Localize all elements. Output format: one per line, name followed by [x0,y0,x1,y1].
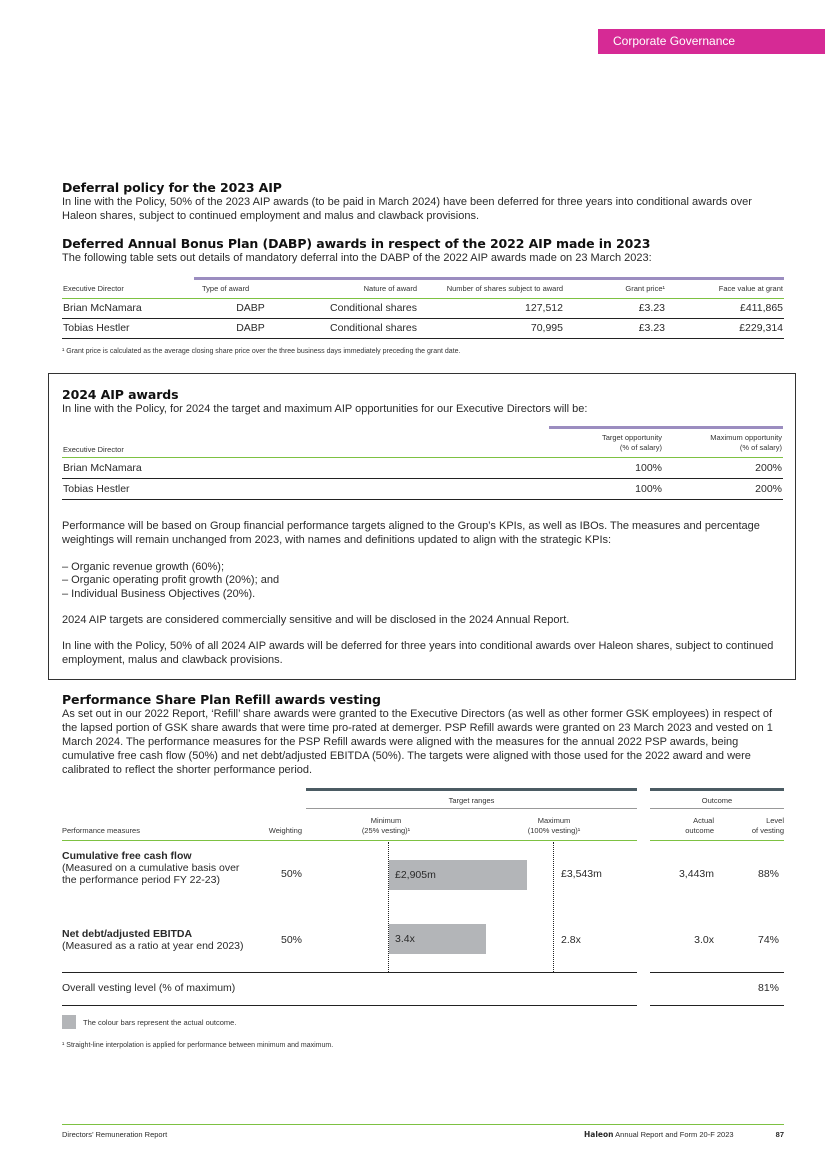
col-header: Executive Director [63,284,124,294]
col-header-line: Actual [693,816,714,825]
measure-name: Cumulative free cash flow [62,850,192,862]
col-header: Type of award [202,284,250,294]
measure-cell [62,928,257,952]
col-header: Grant price¹ [625,284,665,294]
aip-title: 2024 AIP awards [62,387,179,402]
list-item: – Organic revenue growth (60%); [62,560,225,573]
outcome-bar [389,860,527,890]
col-header-line: Level [766,816,784,825]
col-minimum [350,816,422,836]
col-header-target [546,429,663,457]
cell: Conditional shares [330,302,417,314]
header-rule-left [62,840,637,841]
cell: DABP [236,322,265,334]
col-header-line: Maximum [537,816,571,825]
col-performance-measures: Performance measures [62,826,140,835]
cell: Brian McNamara [63,302,142,314]
cell: 70,995 [530,322,563,334]
target-ranges-label: Target ranges [448,796,495,805]
target-sub-rule [306,808,637,809]
overall-rule-right [650,972,784,973]
cell: £411,865 [739,302,783,314]
aip-para3: In line with the Policy, 50% of all 2024 AIP awards will be deferred for three years into conditional awards over Haleon shares, subject to continued employment, malus and clawback provisions. [62,640,774,666]
cell: £3.23 [638,322,665,334]
table-row [62,318,784,338]
aip-para2: 2024 AIP targets are considered commercially sensitive and will be disclosed in the 2024 Annual Report. [62,614,570,626]
cell: 200% [755,461,782,474]
outcome-bar [389,924,486,954]
max-cell: 2.8x [561,934,581,946]
outcome-group-rule [650,788,784,791]
overall-label: Overall vesting level (% of maximum) [62,982,236,994]
actual-cell: 3.0x [694,934,714,946]
psp-table [62,788,784,1058]
cell: 127,512 [525,302,563,314]
col-header-line: Minimum [370,816,402,825]
col-weighting: Weighting [268,826,302,835]
dabp-section [62,236,784,265]
col-header-max [663,429,783,457]
deferral-text: In line with the Policy, 50% of the 2023 AIP awards (to be paid in March 2024) have been deferred for three years into conditional awards over Haleon shares, subject to continued employment and malus and clawback provisions. [62,196,752,222]
aip-bullets [62,561,783,602]
dabp-title: Deferred Annual Bonus Plan (DABP) awards in respect of the 2022 AIP made in 2023 [62,236,651,251]
col-header-line: Maximum opportunity [710,432,782,442]
cell: Tobias Hestler [63,482,130,495]
col-header-line: (25% vesting)¹ [361,826,411,835]
footer-left: Directors’ Remuneration Report [62,1130,168,1139]
bar-label: 3.4x [395,933,415,945]
dabp-table-wrap [62,277,784,355]
legend-text: The colour bars represent the actual outcome. [83,1018,237,1027]
cell: DABP [236,302,265,314]
table-row [62,478,783,499]
measure-cell [62,850,242,886]
deferral-section [62,180,784,223]
col-header: Face value at grant [718,284,783,294]
col-header-line: (% of salary) [739,442,782,452]
list-item: – Individual Business Objectives (20%). [62,587,256,600]
psp-section [62,692,784,777]
page-footer [62,1124,784,1139]
outcome-sub-rule [650,808,784,809]
col-header-line: Target opportunity [601,432,662,442]
table-header-row [62,429,783,457]
brand-logo: Haleon [583,1130,614,1139]
overall-value: 81% [757,982,779,994]
list-item: – Organic operating profit growth (20%); and [62,574,280,586]
bar-label: £2,905m [395,869,436,881]
col-level-vesting [722,816,784,836]
dabp-header-rule [194,277,784,280]
cell: £229,314 [739,322,783,334]
table-row [62,298,784,318]
section-tag: Corporate Governance [598,29,825,54]
actual-cell: 3,443m [678,868,714,880]
col-header: Number of shares subject to award [446,284,563,294]
cell: 100% [635,482,662,495]
measure-desc: (Measured as a ratio at year end 2023) [62,940,244,952]
psp-footnote: ¹ Straight-line interpolation is applied for performance between minimum and maximum. [62,1042,334,1049]
target-group-rule [306,788,637,791]
col-header-line: (100% vesting)¹ [527,826,581,835]
dabp-footnote: ¹ Grant price is calculated as the average closing share price over the three business days immediately preceding the grant date. [62,347,461,355]
cell: 200% [755,482,782,495]
aip-text: In line with the Policy, for 2024 the target and maximum AIP opportunities for our Executive Directors will be: [62,403,588,415]
aip-para1: Performance will be based on Group financial performance targets aligned to the Group’s KPIs, as well as IBOs. The measures and percentage weightings will remain unchanged from 2023, with names and definitions updated to align with the strategic KPIs: [62,519,760,546]
weighting-cell: 50% [280,934,302,946]
col-header-line: (% of salary) [619,442,662,452]
cell: 100% [635,461,662,474]
table-row [62,457,783,478]
psp-title: Performance Share Plan Refill awards vesting [62,692,381,707]
maximum-guide [553,842,554,972]
col-header: Nature of award [363,284,417,294]
weighting-cell: 50% [280,868,302,880]
deferral-title: Deferral policy for the 2023 AIP [62,180,282,195]
level-cell: 88% [757,868,779,880]
measure-name: Net debt/adjusted EBITDA [62,928,193,940]
outcome-label: Outcome [701,796,733,805]
page-number: 87 [775,1130,784,1139]
legend-swatch [62,1015,76,1029]
col-header-line: of vesting [751,826,784,835]
overall-bottom-rule-right [650,1005,784,1006]
footer-right: Annual Report and Form 20-F 2023 [615,1130,734,1139]
col-header-line: outcome [685,826,714,835]
measure-desc: (Measured on a cumulative basis over the performance period FY 22-23) [62,862,240,886]
aip-2024-box [48,373,796,680]
aip-table [62,429,783,500]
cell: Brian McNamara [63,461,142,474]
overall-rule-left [62,972,637,973]
max-cell: £3,543m [561,868,602,880]
overall-bottom-rule-left [62,1005,637,1006]
col-actual-outcome [654,816,714,836]
table-header-row [62,280,784,298]
dabp-text: The following table sets out details of mandatory deferral into the DABP of the 2022 AIP awards made on 23 March 2023: [62,252,652,264]
aip-header-rule [549,426,783,429]
dabp-table [62,280,784,339]
col-maximum [514,816,594,836]
level-cell: 74% [757,934,779,946]
cell: £3.23 [638,302,665,314]
col-header: Executive Director [63,444,124,454]
cell: Tobias Hestler [63,322,130,334]
psp-text: As set out in our 2022 Report, ‘Refill’ share awards were granted to the Executive Directors (as well as other former GSK employees) in respect of the lapsed portion of GSK share awards that were time pro-rated at demerger. PSP Refill awards were granted on 23 March 2023 and vested on 1 March 2024. The performance measures for the PSP Refill awards were aligned with the measures for the annual 2022 PSP awards, being cumulative free cash flow (50%) and net debt/adjusted EBITDA (50%). The targets were aligned with those used for the 2022 award and were calibrated to reflect the shorter performance period. [62,708,773,776]
cell: Conditional shares [330,322,417,334]
header-rule-right [650,840,784,841]
